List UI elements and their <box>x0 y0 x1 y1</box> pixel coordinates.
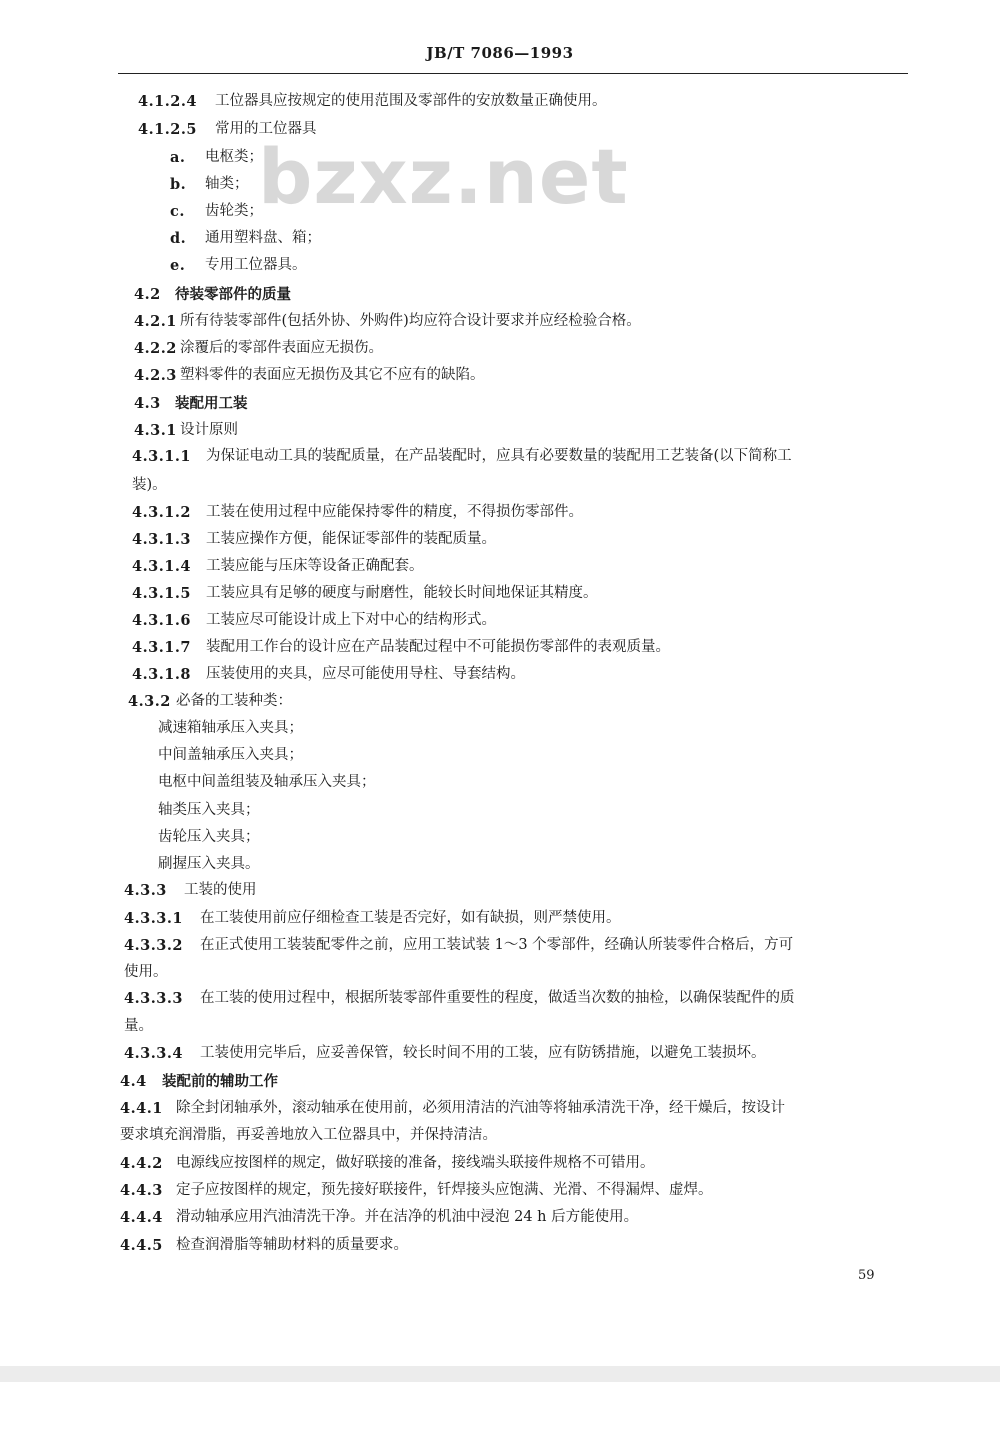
text-line <box>0 877 1000 904</box>
clause-number: d. <box>170 230 187 247</box>
clause-number: 4.4.5 <box>120 1237 163 1254</box>
clause-number: 4.4.1 <box>120 1100 163 1117</box>
text-line <box>0 1122 1000 1149</box>
clause-text: 专用工位器具。 <box>205 257 307 273</box>
clause-number: 4.3.1 <box>134 422 177 439</box>
clause-text: 工装应尽可能设计成上下对中心的结构形式。 <box>206 612 496 628</box>
text-line <box>0 225 1000 252</box>
text-line <box>0 1150 1000 1177</box>
text-line <box>0 335 1000 362</box>
text-line <box>0 362 1000 389</box>
clause-text: 设计原则 <box>180 422 238 438</box>
clause-number: 4.4.2 <box>120 1155 163 1172</box>
text-line <box>0 634 1000 661</box>
clause-text: 通用塑料盘、箱； <box>205 230 321 246</box>
text-line <box>0 661 1000 688</box>
text-line <box>0 851 1000 878</box>
page-number: 59 <box>858 1268 875 1283</box>
clause-number: 4.2.3 <box>134 367 177 384</box>
clause-number: 4.3.1.7 <box>132 639 192 656</box>
text-line <box>0 1177 1000 1204</box>
clause-number: 4.3.2 <box>128 693 171 710</box>
clause-number: 4.1.2.5 <box>138 121 198 138</box>
text-line <box>0 1232 1000 1259</box>
clause-number: 4.3.1.8 <box>132 666 192 683</box>
text-line <box>0 985 1000 1012</box>
text-line <box>0 797 1000 824</box>
clause-text: 装)。 <box>132 477 167 493</box>
clause-text: 工装的使用 <box>184 882 257 898</box>
clause-text: 要求填充润滑脂，再妥善地放入工位器具中，并保持清洁。 <box>120 1127 497 1143</box>
clause-number: 4.4.4 <box>120 1209 163 1226</box>
footer-band <box>0 1366 1000 1382</box>
clause-number: 4.3.1.6 <box>132 612 192 629</box>
clause-text: 除全封闭轴承外，滚动轴承在使用前，必须用清洁的汽油等将轴承清洗干净，经干燥后，按设计 <box>176 1100 785 1116</box>
text-line <box>0 443 1000 470</box>
clause-text: 常用的工位器具 <box>215 121 317 137</box>
text-line <box>0 769 1000 796</box>
text-line <box>0 607 1000 634</box>
clause-text: 在工装的使用过程中，根据所装零部件重要性的程度，做适当次数的抽检，以确保装配件的质 <box>200 990 795 1006</box>
clause-number: 4.3.3.2 <box>124 937 184 954</box>
clause-number: 4.3.1.1 <box>132 448 192 465</box>
clause-text: 工装应操作方便，能保证零部件的装配质量。 <box>206 531 496 547</box>
watermark: bzxz.net <box>258 132 629 221</box>
text-line <box>0 198 1000 225</box>
clause-text: 轴类压入夹具； <box>158 802 260 818</box>
clause-text: 工装应具有足够的硬度与耐磨性，能较长时间地保证其精度。 <box>206 585 598 601</box>
clause-text: 在工装使用前应仔细检查工装是否完好，如有缺损，则严禁使用。 <box>200 910 621 926</box>
text-line <box>0 472 1000 499</box>
clause-text: 装配用工装 <box>175 395 248 412</box>
clause-number: a. <box>170 149 186 166</box>
clause-text: 定子应按图样的规定，预先接好联接件，钎焊接头应饱满、光滑、不得漏焊、虚焊。 <box>176 1182 713 1198</box>
clause-text: 中间盖轴承压入夹具； <box>158 747 303 763</box>
clause-text: 待装零部件的质量 <box>175 286 291 303</box>
clause-text: 在正式使用工装装配零件之前，应用工装试装 1～3 个零部件，经确认所装零件合格后，方可 <box>200 937 794 953</box>
text-line <box>0 88 1000 115</box>
text-line <box>0 824 1000 851</box>
text-line <box>0 715 1000 742</box>
text-line <box>0 553 1000 580</box>
clause-text: 轴类； <box>205 176 249 192</box>
clause-number: 4.3.1.5 <box>132 585 192 602</box>
text-line <box>0 526 1000 553</box>
text-line <box>0 144 1000 171</box>
clause-number: 4.3.1.3 <box>132 531 192 548</box>
clause-number: 4.3.3.1 <box>124 910 184 927</box>
text-line <box>0 932 1000 959</box>
clause-text: 电枢类； <box>205 149 263 165</box>
clause-text: 工位器具应按规定的使用范围及零部件的安放数量正确使用。 <box>215 93 607 109</box>
clause-text: 工装使用完毕后，应妥善保管，较长时间不用的工装，应有防锈措施，以避免工装损坏。 <box>200 1045 766 1061</box>
clause-text: 塑料零件的表面应无损伤及其它不应有的缺陷。 <box>180 367 485 383</box>
clause-number: 4.1.2.4 <box>138 93 198 110</box>
clause-text: 量。 <box>124 1018 153 1034</box>
text-line <box>0 580 1000 607</box>
clause-number: 4.3.3.3 <box>124 990 184 1007</box>
clause-number: 4.2 <box>134 286 161 303</box>
text-line <box>0 308 1000 335</box>
text-line <box>0 417 1000 444</box>
text-line <box>0 1204 1000 1231</box>
text-line <box>0 1040 1000 1067</box>
clause-text: 使用。 <box>124 964 168 980</box>
clause-text: 电枢中间盖组装及轴承压入夹具； <box>158 774 376 790</box>
clause-number: e. <box>170 257 186 274</box>
clause-text: 所有待装零部件(包括外协、外购件)均应符合设计要求并应经检验合格。 <box>180 313 641 329</box>
text-line <box>0 688 1000 715</box>
clause-number: 4.3 <box>134 395 161 412</box>
text-line <box>0 116 1000 143</box>
clause-text: 齿轮压入夹具； <box>158 829 260 845</box>
standard-header: JB/T 7086—1993 <box>426 44 574 62</box>
clause-number: 4.2.1 <box>134 313 177 330</box>
text-line <box>0 1068 1000 1095</box>
text-line <box>0 499 1000 526</box>
clause-text: 电源线应按图样的规定，做好联接的准备，接线端头联接件规格不可错用。 <box>176 1155 655 1171</box>
clause-text: 工装在使用过程中应能保持零件的精度，不得损伤零部件。 <box>206 504 583 520</box>
clause-text: 装配前的辅助工作 <box>162 1073 278 1090</box>
clause-number: b. <box>170 176 187 193</box>
clause-text: 工装应能与压床等设备正确配套。 <box>206 558 424 574</box>
text-line <box>0 1013 1000 1040</box>
clause-text: 检查润滑脂等辅助材料的质量要求。 <box>176 1237 408 1253</box>
clause-text: 齿轮类； <box>205 203 263 219</box>
clause-text: 装配用工作台的设计应在产品装配过程中不可能损伤零部件的表观质量。 <box>206 639 670 655</box>
clause-text: 压装使用的夹具，应尽可能使用导柱、导套结构。 <box>206 666 525 682</box>
clause-text: 滑动轴承应用汽油清洗干净。并在洁净的机油中浸泡 24 h 后方能使用。 <box>176 1209 639 1225</box>
clause-number: 4.3.1.2 <box>132 504 192 521</box>
text-line <box>0 959 1000 986</box>
text-line <box>0 905 1000 932</box>
header-rule <box>118 73 908 74</box>
clause-text: 必备的工装种类： <box>176 693 292 709</box>
clause-number: 4.2.2 <box>134 340 177 357</box>
text-line <box>0 1095 1000 1122</box>
clause-number: 4.3.3 <box>124 882 167 899</box>
text-line <box>0 742 1000 769</box>
clause-number: 4.4 <box>120 1073 147 1090</box>
clause-number: c. <box>170 203 185 220</box>
text-line <box>0 390 1000 417</box>
clause-number: 4.3.1.4 <box>132 558 192 575</box>
text-line <box>0 281 1000 308</box>
clause-number: 4.4.3 <box>120 1182 163 1199</box>
text-line <box>0 171 1000 198</box>
clause-text: 刷握压入夹具。 <box>158 856 260 872</box>
clause-text: 减速箱轴承压入夹具； <box>158 720 303 736</box>
clause-text: 为保证电动工具的装配质量，在产品装配时，应具有必要数量的装配用工艺装备(以下简称工 <box>206 448 792 464</box>
clause-text: 涂覆后的零部件表面应无损伤。 <box>180 340 383 356</box>
text-line <box>0 252 1000 279</box>
clause-number: 4.3.3.4 <box>124 1045 184 1062</box>
